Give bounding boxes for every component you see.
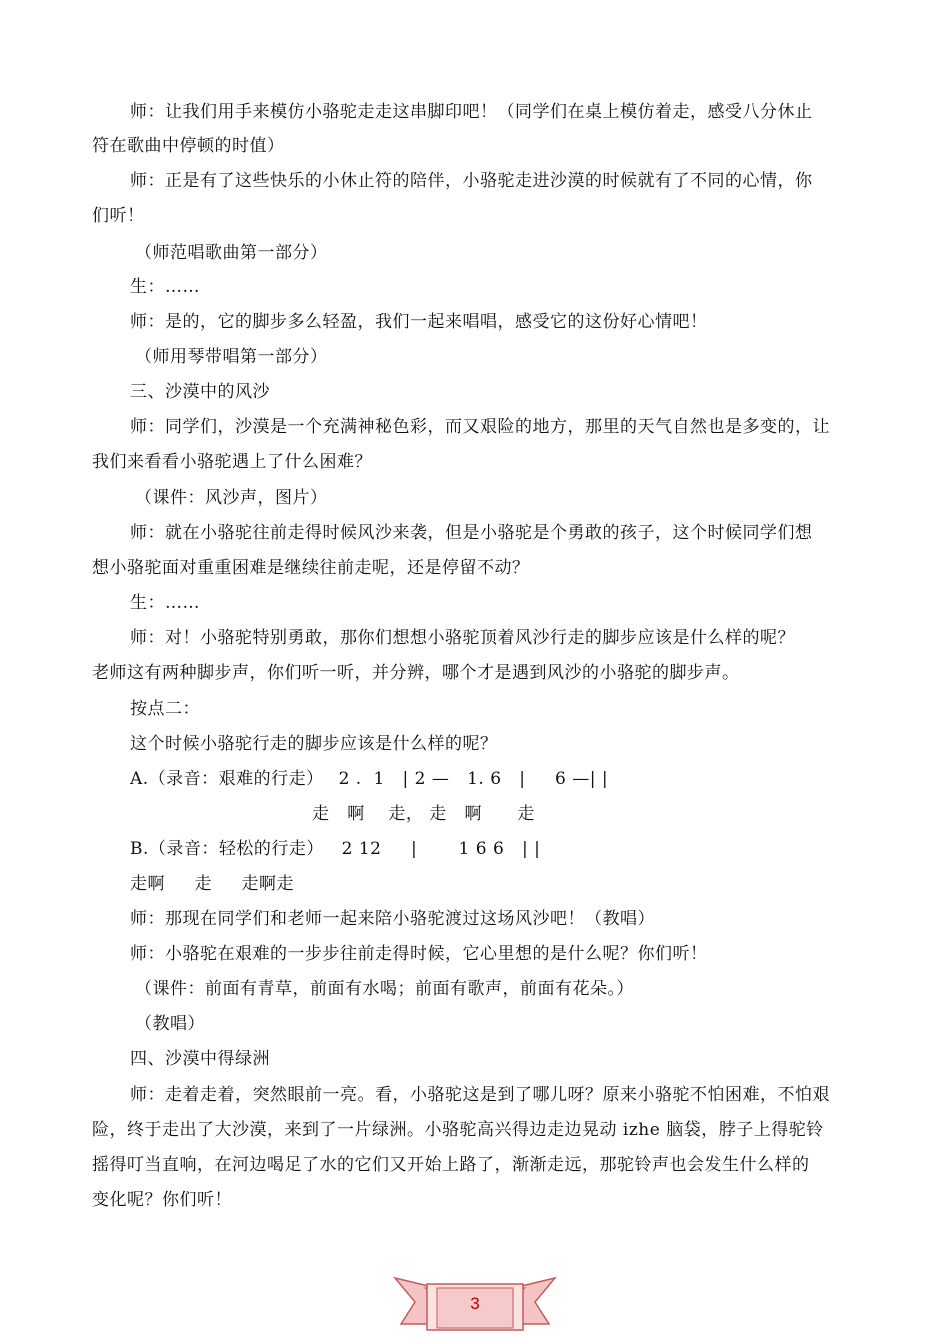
paragraph-line: 变化呢？你们听！ <box>92 1190 232 1210</box>
paragraph-line: （师用琴带唱第一部分） <box>135 347 328 367</box>
paragraph-line: 生：…… <box>130 277 200 297</box>
paragraph-line: 师：正是有了这些快乐的小休止符的陪伴，小骆驼走进沙漠的时候就有了不同的心情，你 <box>130 171 813 191</box>
paragraph-line: 险，终于走出了大沙漠，来到了一片绿洲。小骆驼高兴得边走边晃动 izhe 脑袋，脖子上得驼铃 <box>92 1120 824 1140</box>
paragraph-line: 师：那现在同学们和老师一起来陪小骆驼渡过这场风沙吧！（教唱） <box>130 909 655 929</box>
paragraph-line: 摇得叮当直响，在河边喝足了水的它们又开始上路了，渐渐走远，那驼铃声也会发生什么样的 <box>92 1155 810 1175</box>
paragraph-line: 师：小骆驼在艰难的一步步往前走得时候，它心里想的是什么呢？你们听！ <box>130 944 708 964</box>
lyrics-line: 走啊 走 走啊走 <box>130 874 295 894</box>
page-number-ribbon <box>393 1272 557 1336</box>
lyrics-line: 走 啊 走， 走 啊 走 <box>312 804 535 824</box>
section-heading: 三、沙漠中的风沙 <box>130 382 270 402</box>
notation-line: A.（录音：艰难的行走） 2 . 1 | 2 — 1. 6 | 6 —| | <box>130 769 609 789</box>
paragraph-line: 师：走着走着，突然眼前一亮。看，小骆驼这是到了哪儿呀？原来小骆驼不怕困难，不怕艰 <box>130 1085 830 1105</box>
paragraph-line: 老师这有两种脚步声，你们听一听，并分辨，哪个才是遇到风沙的小骆驼的脚步声。 <box>92 663 740 683</box>
paragraph-line: 师：就在小骆驼往前走得时候风沙来袭，但是小骆驼是个勇敢的孩子，这个时候同学们想 <box>130 523 813 543</box>
paragraph-line: 我们来看看小骆驼遇上了什么困难？ <box>92 452 372 472</box>
paragraph-line: 们听！ <box>92 206 145 226</box>
paragraph-line: 按点二： <box>130 699 200 719</box>
notation-line: B.（录音：轻松的行走） 2 12 | 1 6 6 | | <box>130 839 541 859</box>
paragraph-line: 师：对！小骆驼特别勇敢，那你们想想小骆驼顶着风沙行走的脚步应该是什么样的呢？ <box>130 628 795 648</box>
paragraph-line: 生：…… <box>130 593 200 613</box>
paragraph-line: （师范唱歌曲第一部分） <box>135 243 328 263</box>
paragraph-line: （教唱） <box>135 1014 205 1034</box>
paragraph-line: 符在歌曲中停顿的时值） <box>92 136 285 156</box>
page-number: 3 <box>470 1294 480 1313</box>
paragraph-line: （课件：风沙声，图片） <box>135 488 328 508</box>
paragraph-line: 这个时候小骆驼行走的脚步应该是什么样的呢？ <box>130 734 498 754</box>
paragraph-line: 想小骆驼面对重重困难是继续往前走呢，还是停留不动？ <box>92 558 530 578</box>
paragraph-line: 师：是的，它的脚步多么轻盈，我们一起来唱唱，感受它的这份好心情吧！ <box>130 312 708 332</box>
paragraph-line: （课件：前面有青草，前面有水喝；前面有歌声，前面有花朵。） <box>135 979 634 999</box>
paragraph-line: 师：让我们用手来模仿小骆驼走走这串脚印吧！（同学们在桌上模仿着走，感受八分休止 <box>130 102 813 122</box>
paragraph-line: 师：同学们，沙漠是一个充满神秘色彩，而又艰险的地方，那里的天气自然也是多变的，让 <box>130 417 830 437</box>
section-heading: 四、沙漠中得绿洲 <box>130 1049 270 1069</box>
